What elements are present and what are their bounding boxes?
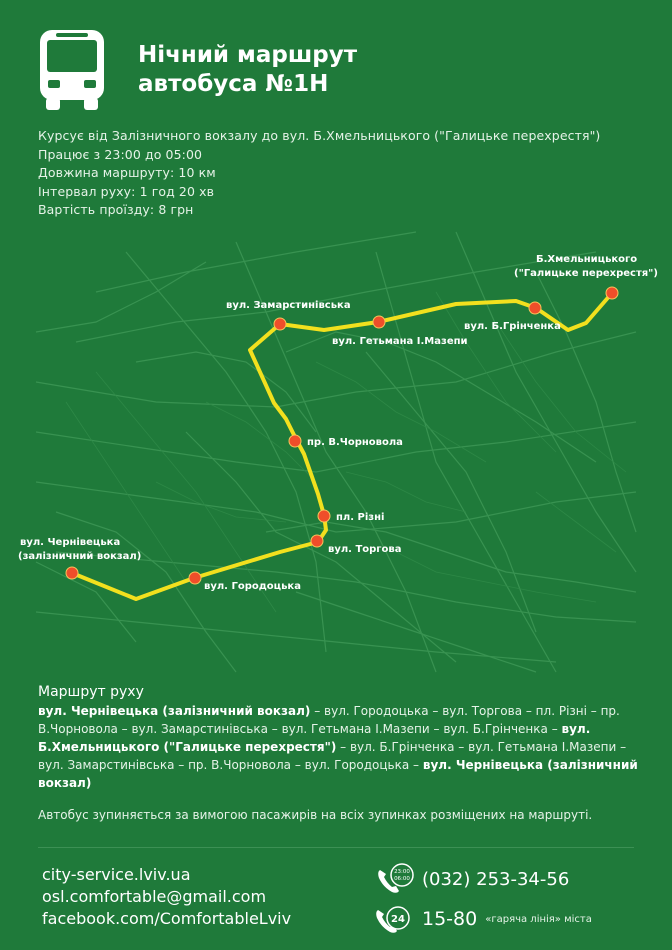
title-line-1: Нічний маршрут xyxy=(138,42,358,68)
hotline-label: «гаряча лінія» міста xyxy=(485,913,592,925)
stop-marker-zamarstynivska xyxy=(274,318,286,330)
info-hours: Працює з 23:00 до 05:00 xyxy=(38,146,203,162)
stop-marker-mazepy xyxy=(373,316,385,328)
stop-marker-chernivetska xyxy=(66,567,78,579)
route-description xyxy=(38,684,638,792)
stop-label-mazepy: вул. Гетьмана І.Мазепи xyxy=(332,336,468,347)
stop-labels xyxy=(18,254,658,592)
hotline xyxy=(374,902,592,936)
stop-label-chernivetska-1: вул. Чернівецька xyxy=(20,537,121,548)
route-segment-1: – вул. Городоцька – вул. Торгова – пл. Різні – пр. В.Чорновола – вул. Замарстинівська – вул. Гетьмана І.Мазепи – вул. Б.Грінченка – xyxy=(38,704,620,736)
email-link[interactable]: osl.comfortable@gmail.com xyxy=(42,887,267,906)
info-fare: Вартість проїзду: 8 грн xyxy=(38,202,194,217)
stop-marker-rizni xyxy=(318,510,330,522)
stop-label-rizni: пл. Різні xyxy=(336,512,385,523)
title-line-2: автобуса №1Н xyxy=(138,71,329,97)
route-heading: Маршрут руху xyxy=(38,684,144,700)
route-return: вул. Чернівецька (залізничний вокзал) xyxy=(38,758,638,790)
stop-marker-khmelnytskoho xyxy=(606,287,618,299)
phones xyxy=(374,862,592,942)
route-start: вул. Чернівецька (залізничний вокзал) xyxy=(38,704,311,718)
stop-label-zamarstynivska: вул. Замарстинівська xyxy=(226,300,351,311)
hotline-number[interactable]: 15-80 xyxy=(422,908,478,930)
info-length: Довжина маршруту: 10 км xyxy=(38,165,216,180)
route-map xyxy=(18,232,658,672)
website-link[interactable]: city-service.lviv.ua xyxy=(42,865,191,884)
phone-hotline-icon-label: 24 xyxy=(391,914,405,925)
stop-marker-torhova xyxy=(311,535,323,547)
page-title xyxy=(138,41,357,99)
stop-label-torhova: вул. Торгова xyxy=(328,544,402,555)
night-phone-number[interactable]: (032) 253-34-56 xyxy=(422,868,570,890)
route-end: вул. Б.Хмельницького ("Галицьке перехрестя") xyxy=(38,722,591,754)
divider xyxy=(38,847,634,848)
phone-night-icon xyxy=(374,862,418,896)
stop-marker-hrinchenka xyxy=(529,302,541,314)
stop-marker-chornovola xyxy=(289,435,301,447)
night-phone xyxy=(374,862,592,896)
route-text xyxy=(38,702,638,792)
info-interval: Інтервал руху: 1 год 20 хв xyxy=(38,183,215,199)
stop-label-khmelnytskoho-2: ("Галицьке перехрестя") xyxy=(514,268,658,279)
phone-hotline-icon xyxy=(374,902,418,936)
stop-label-chernivetska-2: (залізничний вокзал) xyxy=(18,551,142,562)
stop-label-chornovola: пр. В.Чорновола xyxy=(307,437,403,448)
facebook-link[interactable]: facebook.com/ComfortableLviv xyxy=(42,909,292,928)
phone-night-icon-bottom: 06:00 xyxy=(394,876,410,882)
route-segment-2: – вул. Б.Грінченка – вул. Гетьмана І.Мазепи – вул. Замарстинівська – пр. В.Чорновола – вул. Городоцька – xyxy=(38,740,627,772)
bus-icon xyxy=(36,28,108,112)
stop-marker-horodotska xyxy=(189,572,201,584)
header xyxy=(36,28,357,112)
route-info xyxy=(38,127,600,220)
info-route-description: Курсує від Залізничного вокзалу до вул. Б.Хмельницького ("Галицьке перехрестя") xyxy=(38,128,601,143)
contacts xyxy=(42,864,291,930)
street-network xyxy=(36,232,636,672)
stop-label-hrinchenka: вул. Б.Грінченка xyxy=(464,321,561,332)
stop-label-horodotska: вул. Городоцька xyxy=(204,581,301,592)
stop-label-khmelnytskoho-1: Б.Хмельницького xyxy=(536,254,638,265)
stop-note: Автобус зупиняється за вимогою пасажирів на всіх зупинках розміщених на маршруті. xyxy=(38,808,593,822)
phone-night-icon-top: 23:00 xyxy=(394,869,410,875)
